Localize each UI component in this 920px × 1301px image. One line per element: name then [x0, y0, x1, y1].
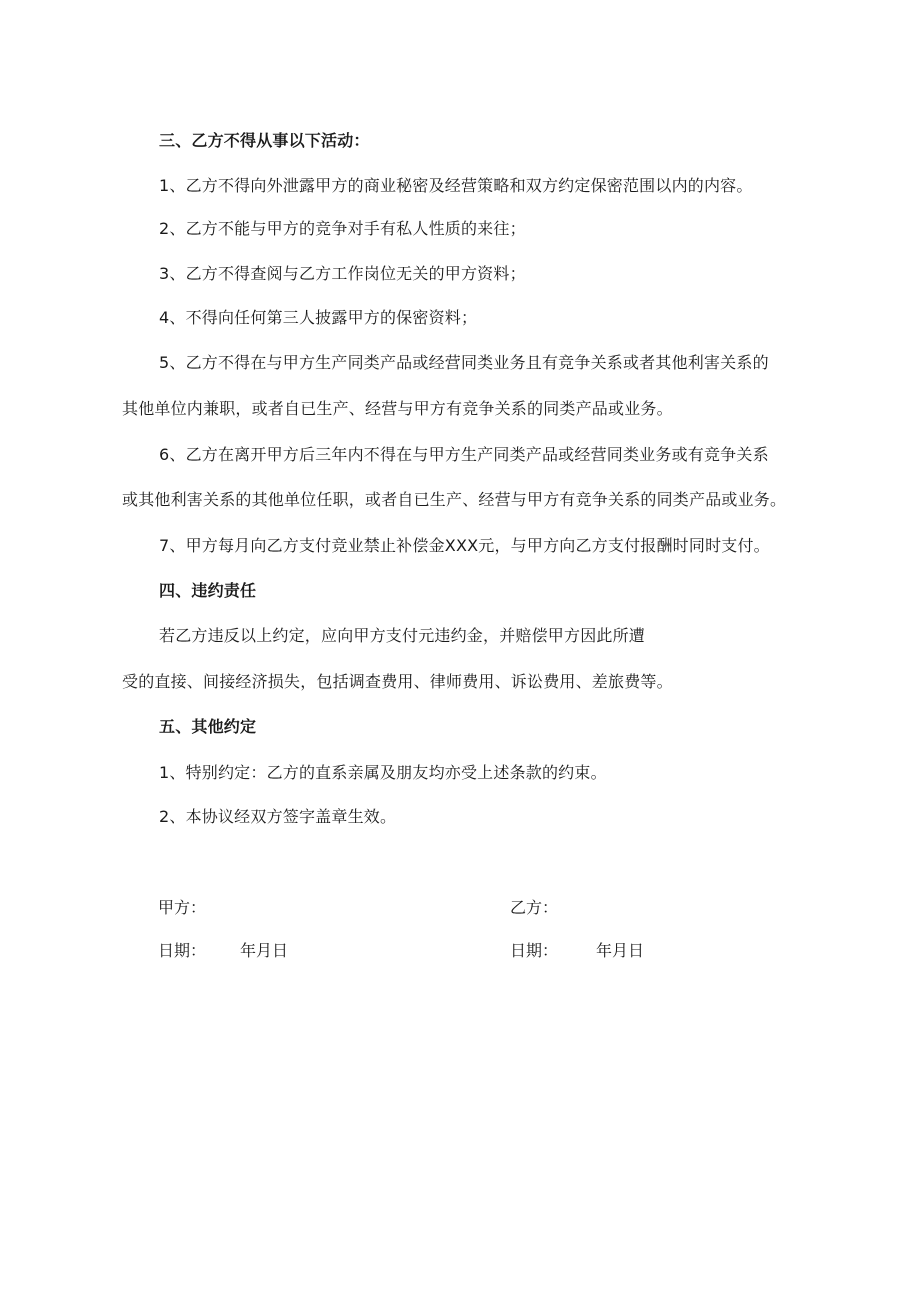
date-value-a: 年月日 [240, 941, 289, 960]
section-3-item-5-line-1: 5、乙方不得在与甲方生产同类产品或经营同类业务且有竞争关系或者其他利害关系的 [159, 353, 769, 372]
date-value-b: 年月日 [596, 941, 645, 960]
date-label-a: 日期： [158, 941, 207, 960]
section-4-line-1: 若乙方违反以上约定，应向甲方支付元违约金，并赔偿甲方因此所遭 [159, 626, 646, 645]
section-3-item-4: 4、不得向任何第三人披露甲方的保密资料； [159, 308, 478, 327]
section-5-item-1: 1、特别约定：乙方的直系亲属及朋友均亦受上述条款的约束。 [159, 763, 607, 782]
section-3-item-1: 1、乙方不得向外泄露甲方的商业秘密及经营策略和双方约定保密范围以内的内容。 [159, 176, 753, 195]
section-3-item-2: 2、乙方不能与甲方的竞争对手有私人性质的来往； [159, 219, 526, 238]
date-label-b: 日期： [510, 941, 559, 960]
party-b-label: 乙方： [510, 898, 559, 917]
section-4-line-2: 受的直接、间接经济损失，包括调查费用、律师费用、诉讼费用、差旅费等。 [122, 672, 673, 691]
section-3-heading: 三、乙方不得从事以下活动： [159, 131, 370, 150]
section-4-heading: 四、违约责任 [159, 581, 257, 600]
section-5-item-2: 2、本协议经双方签字盖章生效。 [159, 807, 397, 826]
party-a-label: 甲方： [158, 898, 207, 917]
section-3-item-6-line-2: 或其他利害关系的其他单位任职，或者自已生产、经营与甲方有竞争关系的同类产品或业务。 [122, 490, 787, 509]
section-3-item-3: 3、乙方不得查阅与乙方工作岗位无关的甲方资料； [159, 264, 526, 283]
section-3-item-6-line-1: 6、乙方在离开甲方后三年内不得在与甲方生产同类产品或经营同类业务或有竞争关系 [159, 445, 769, 464]
section-3-item-5-line-2: 其他单位内兼职，或者自已生产、经营与甲方有竞争关系的同类产品或业务。 [122, 399, 673, 418]
section-5-heading: 五、其他约定 [159, 717, 257, 736]
section-3-item-7: 7、甲方每月向乙方支付竞业禁止补偿金XXX元，与甲方向乙方支付报酬时同时支付。 [159, 536, 770, 555]
